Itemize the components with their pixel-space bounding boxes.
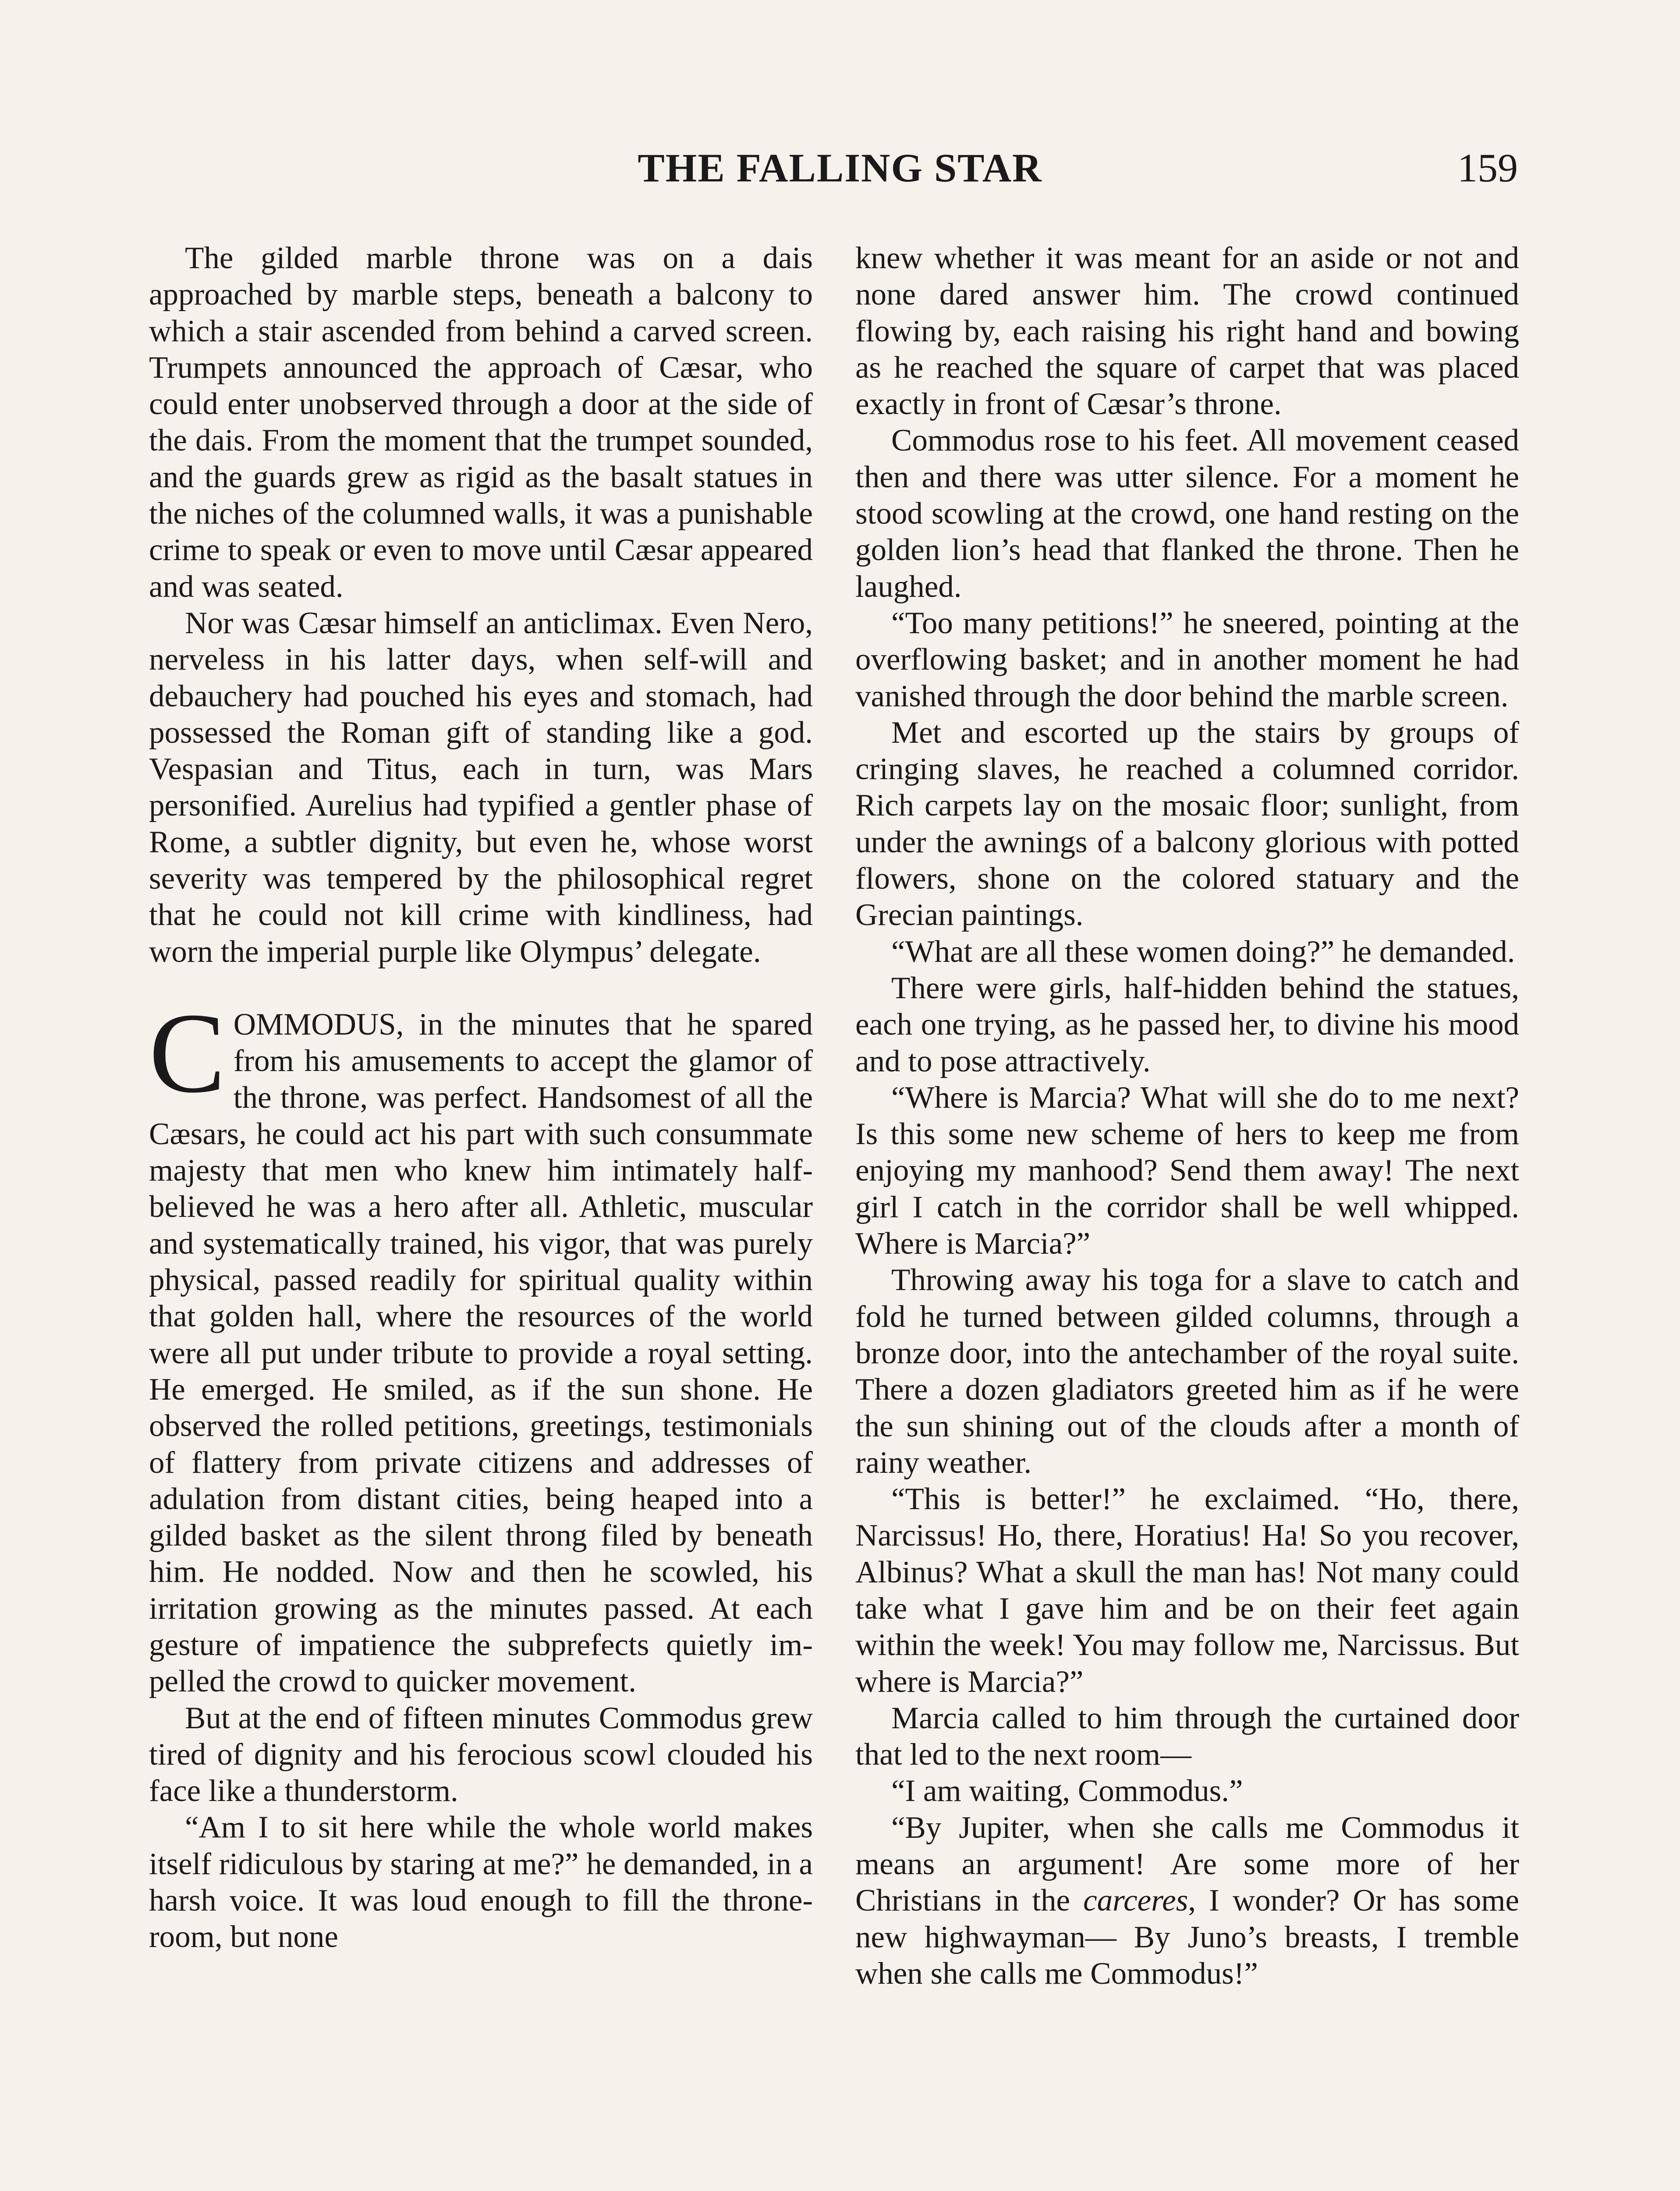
paragraph: There were girls, half-hidden behind the statues, each one trying, as he passed her, to divine his mood and to pose attractively. [855,971,1519,1078]
paragraph: “What are all these women doing?” he demanded. [891,934,1515,969]
running-head [0,145,1680,197]
paragraph: Met and escorted up the stairs by groups of cringing slaves, he reached a columned corridor. Rich carpets lay on the mosaic floor; sunlight, from under the awnings of a balcony glorious with potted flowers, shone on the colored statuary and the Grecian paintings. [855,715,1519,932]
page-title: THE FALLING STAR [638,145,1042,190]
paragraph-text: , I wonder? Or has some new highwayman— By Juno’s breasts, I tremble when she calls me Commodus!” [855,1883,1519,1991]
paragraph: “Too many petitions!” he sneered, pointing at the overflowing basket; and in another moment he had vanished through the door behind the marble screen. [855,606,1519,713]
paragraph: “I am waiting, Commodus.” [891,1774,1243,1808]
paragraph: “Where is Marcia? What will she do to me next? Is this some new scheme of hers to keep me from enjoying my manhood? Send them away! The next girl I catch in the corridor shall be well whipped. Where is Marcia?” [855,1080,1519,1261]
paragraph: Marcia called to him through the curtained door that led to the next room— [855,1701,1519,1772]
paragraph: The gilded marble throne was on a dais approached by marble steps, beneath a balcony to which a stair ascended from behind a carved screen. Trumpets announced the approach of Cæsar, who could enter unobserved through a door at the side of the dais. From the moment that the trumpet sounded, and the guards grew as rigid as the basalt statues in the niches of the columned walls, it was a punishable crime to speak or even to move until Cæsar appeared and was seated. [149,241,813,604]
drop-cap: C [149,989,226,1117]
paragraph: But at the end of fifteen minutes Commodus grew tired of dignity and his ferocious scowl clouded his face like a thunderstorm. [149,1701,813,1808]
paragraph [855,1810,1519,1992]
paragraph: “This is better!” he exclaimed. “Ho, there, Narcissus! Ho, there, Horatius! Ha! So you recover, Albinus? What a skull the man has! Not many could take what I gave him and be on their feet again within the week! You may follow me, Narcissus. But where is Marcia?” [855,1482,1519,1699]
drop-cap-paragraph [149,989,813,1700]
right-column [855,240,1519,1992]
left-column [149,240,813,1956]
paragraph-text: OMMODUS, in the minutes that he spared from his amusements to accept the glamor of the throne, was perfect. Handsomest of all the Cæsars, he could act his part with such consummate majesty that men who knew him intimately half-believed he was a hero after all. Athletic, muscular and systematically trained, his vigor, that was purely physical, passed readily for spiritual quality within that golden hall, where the resources of the world were all put under tribute to provide a royal setting. He emerged. He smiled, as if the sun shone. He observed the rolled petitions, greetings, testimonials of flattery from private citizens and addresses of adulation from distant cities, being heaped into a gilded basket as the silent throng filed by beneath him. He nodded. Now and then he scowled, his irritation growing as the minutes passed. At each gesture of impatience the subprefects quietly impelled the crowd to quicker movement. [149,1007,813,1699]
page-number: 159 [1457,145,1518,190]
paragraph-text: “By Jupiter, when she calls me Commodus it means an argument! Are some more of her Christians in the [855,1810,1519,1918]
paragraph: knew whether it was meant for an aside or not and none dared answer him. The crowd continued flowing by, each raising his right hand and bowing as he reached the square of carpet that was placed exactly in front of Cæsar’s throne. [855,241,1519,422]
paragraph: Throwing away his toga for a slave to catch and fold he turned between gilded columns, through a bronze door, into the antechamber of the royal suite. There a dozen gladiators greeted him as if he were the sun shining out of the clouds after a month of rainy weather. [855,1263,1519,1480]
paragraph: Nor was Cæsar himself an anticlimax. Even Nero, nerveless in his latter days, when self-will and debauchery had pouched his eyes and stomach, had possessed the Roman gift of standing like a god. Vespasian and Titus, each in turn, was Mars personified. Aurelius had typified a gentler phase of Rome, a subtler dignity, but even he, whose worst severity was tempered by the philosophical regret that he could not kill crime with kindliness, had worn the imperial purple like Olympus’ delegate. [149,606,813,969]
paragraph: Commodus rose to his feet. All movement ceased then and there was utter silence. For a moment he stood scowling at the crowd, one hand resting on the golden lion’s head that flanked the throne. Then he laughed. [855,423,1519,604]
italic-word: carceres [1083,1883,1188,1918]
paragraph: “Am I to sit here while the whole world makes itself ridiculous by staring at me?” he demanded, in a harsh voice. It was loud enough to fill the throne-room, but none [149,1810,813,1954]
